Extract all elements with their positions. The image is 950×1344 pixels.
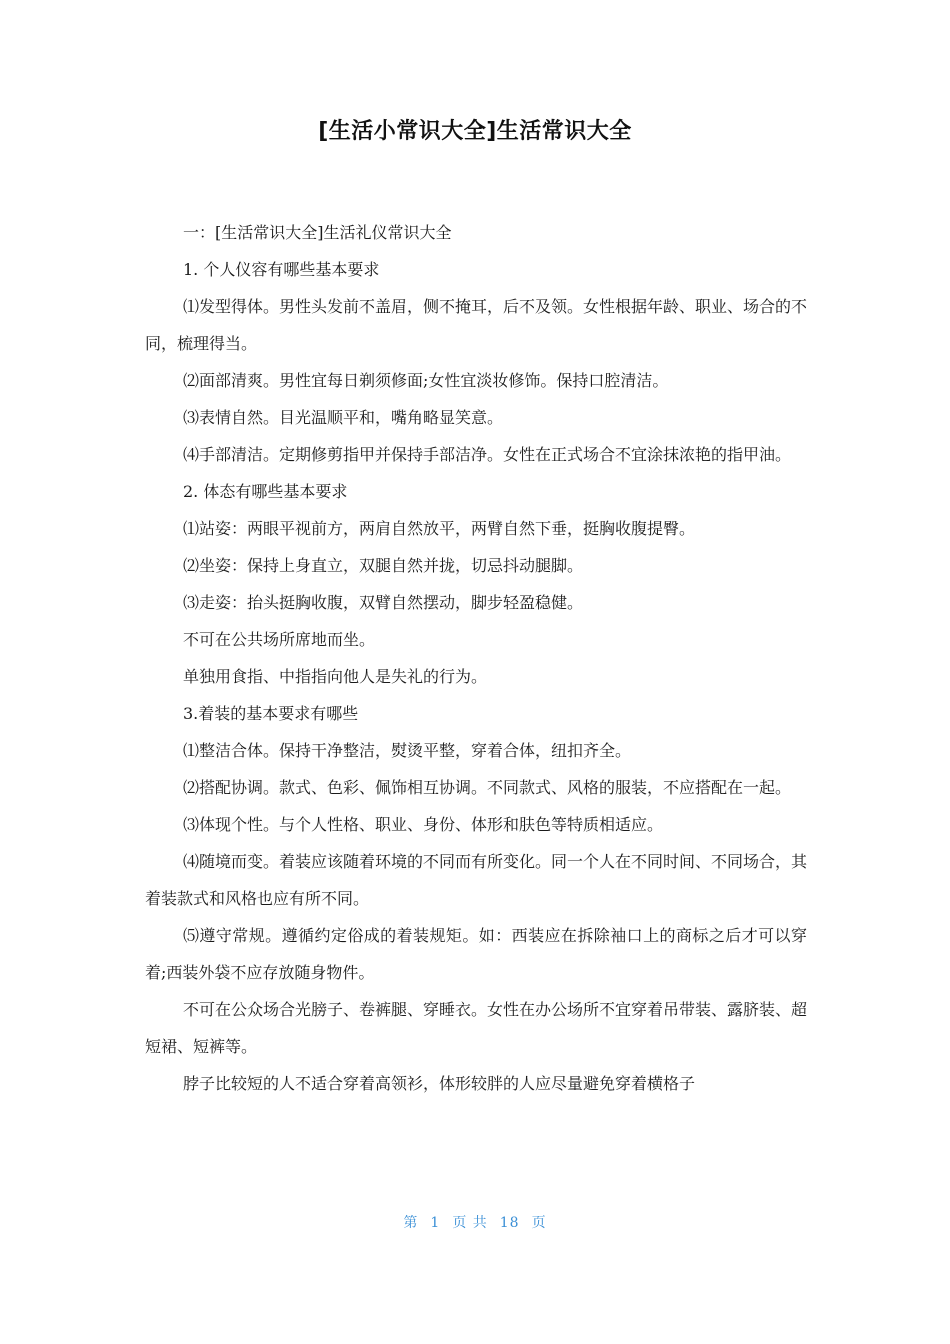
document-title: [生活小常识大全]生活常识大全 [318,119,632,144]
paragraph: ⑶表情自然。目光温顺平和，嘴角略显笑意。 [183,408,504,427]
paragraph: ⑵坐姿：保持上身直立，双腿自然并拢，切忌抖动腿脚。 [183,556,584,575]
paragraph: 不可在公共场所席地而坐。 [183,630,376,649]
section-heading: 一：[生活常识大全]生活礼仪常识大全 [183,223,452,242]
footer-total-pages: 18 [499,1215,520,1231]
paragraph: 单独用食指、中指指向他人是失礼的行为。 [183,667,488,686]
footer-suffix: 页 [531,1215,547,1231]
paragraph: ⑷随境而变。着装应该随着环境的不同而有所变化。同一个人在不同时间、不同场合，其着装款式和风格也应有所不同。 [145,852,808,908]
paragraph: ⑴整洁合体。保持干净整洁，熨烫平整，穿着合体，纽扣齐全。 [183,741,632,760]
paragraph: ⑷手部清洁。定期修剪指甲并保持手部洁净。女性在正式场合不宜涂抹浓艳的指甲油。 [183,445,792,464]
footer-prefix: 第 [403,1215,419,1231]
paragraph: ⑶体现个性。与个人性格、职业、身份、体形和肤色等特质相适应。 [183,815,664,834]
subsection-heading: 3.着装的基本要求有哪些 [183,704,359,723]
paragraph: ⑵面部清爽。男性宜每日剃须修面;女性宜淡妆修饰。保持口腔清洁。 [183,371,669,390]
subsection-heading: 1. 个人仪容有哪些基本要求 [183,260,380,279]
subsection-heading: 2. 体态有哪些基本要求 [183,482,348,501]
paragraph: ⑴站姿：两眼平视前方，两肩自然放平，两臂自然下垂，挺胸收腹提臀。 [183,519,696,538]
paragraph: ⑴发型得体。男性头发前不盖眉，侧不掩耳，后不及领。女性根据年龄、职业、场合的不同，梳理得当。 [145,297,808,353]
document-body [145,214,807,1102]
paragraph: ⑶走姿：抬头挺胸收腹，双臂自然摆动，脚步轻盈稳健。 [183,593,584,612]
page-footer [0,1212,950,1232]
paragraph: 脖子比较短的人不适合穿着高领衫，体形较胖的人应尽量避免穿着横格子 [183,1074,696,1093]
paragraph: 不可在公众场合光膀子、卷裤腿、穿睡衣。女性在办公场所不宜穿着吊带装、露脐装、超短裙、短裤等。 [145,1000,808,1056]
footer-middle: 页 共 [452,1215,488,1231]
paragraph: ⑸遵守常规。遵循约定俗成的着装规矩。如：西装应在拆除袖口上的商标之后才可以穿着;西装外袋不应存放随身物件。 [145,926,807,982]
footer-current-page: 1 [430,1215,441,1231]
paragraph: ⑵搭配协调。款式、色彩、佩饰相互协调。不同款式、风格的服装，不应搭配在一起。 [183,778,792,797]
